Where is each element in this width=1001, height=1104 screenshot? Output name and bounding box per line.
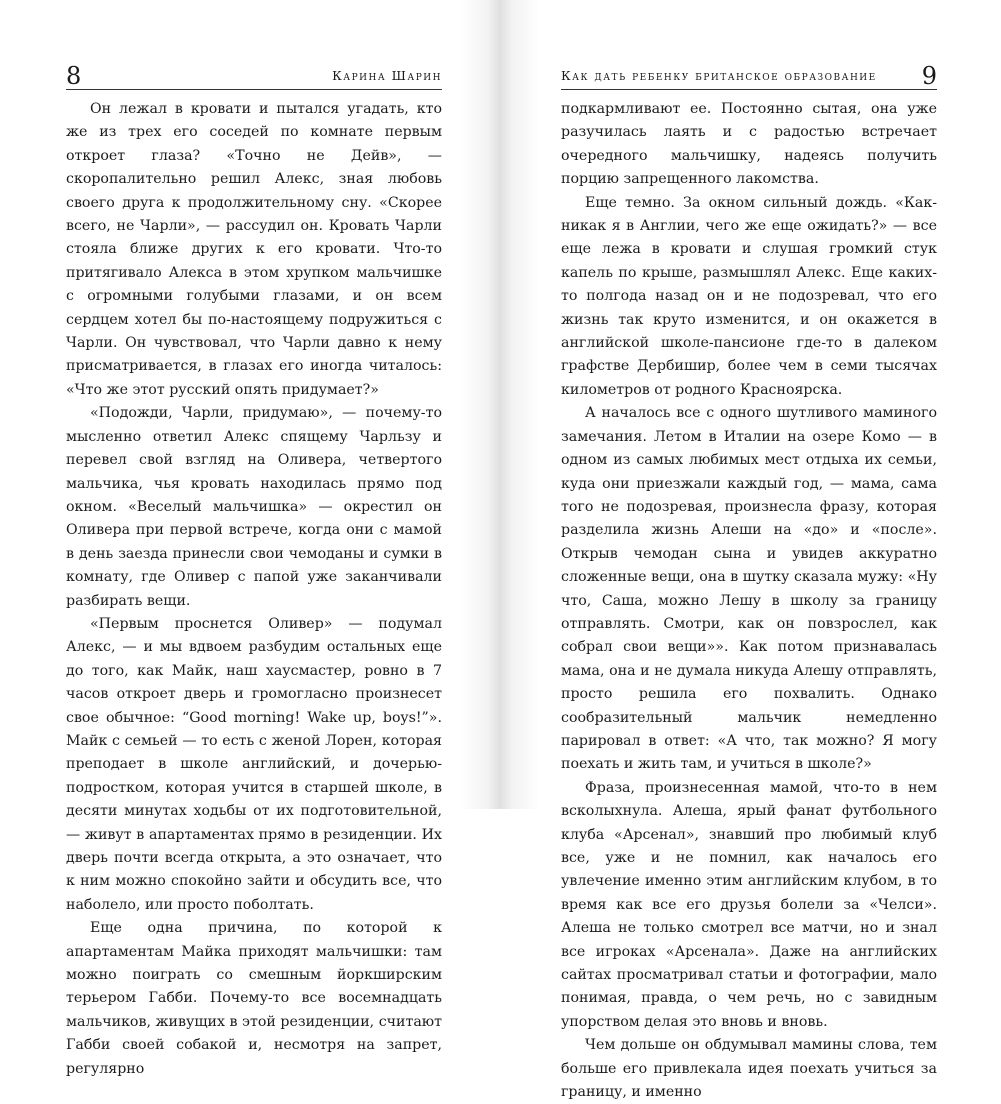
right-page <box>500 0 1001 1101</box>
gutter-shadow-right <box>500 0 540 809</box>
gutter-shadow-left <box>460 0 500 809</box>
paragraph: Чем дольше он обдумывал мамины слова, тем больше его привлекала идея поехать учиться за границу, и именно <box>561 1037 937 1101</box>
right-page-header <box>561 61 937 90</box>
paragraph: Фраза, произнесенная мамой, что-то в нем всколыхнула. Алеша, ярый фанат футбольного клуба «Арсенал», знавший про любимый клуб все, уже и не помнил, как началось его увлечение именно этим английским клубом, в то время как все его друзья болели за «Челси». Алеша не только смотрел все матчи, но и знал все игроках «Арсенала». Даже на английских сайтах просматривал статьи и фотографии, мало понимая, правда, о чем речь, но с завидным упорством делая это вновь и вновь. <box>561 779 937 1030</box>
paragraph: Еще одна причина, по которой к апартаментам Майка приходят мальчишки: там можно поиграть со смешным йоркширским терьером Габби. Почему-то все восемнадцать мальчиков, живущих в этой резиденции, считают Габби своей собакой и, несмотря на запрет, регулярно <box>66 920 442 1077</box>
right-page-text <box>561 98 937 1104</box>
running-head-author: Карина Шарин <box>332 68 442 83</box>
paragraph: «Подожди, Чарли, придумаю», — почему-то мысленно ответил Алекс спящему Чарльзу и перевел свой взгляд на Оливера, четвертого мальчика, чья кровать находилась прямо под окном. «Веселый мальчишка» — окрестил он Оливера при первой встрече, когда они с мамой в день заезда принесли свои чемоданы и сумки в комнату, где Оливер с папой уже заканчивали разбирать вещи. <box>66 405 442 609</box>
page-number-right: 9 <box>921 62 937 90</box>
running-head-title: Как дать ребенку британское образование <box>561 68 877 83</box>
paragraph-continued: подкармливают ее. Постоянно сытая, она уже разучилась лаять и с радостью встречает очередного мальчишку, надеясь получить порцию запрещенного лакомства. <box>561 101 937 188</box>
page-number-left: 8 <box>66 62 82 90</box>
paragraph: Он лежал в кровати и пытался угадать, кто же из трех его соседей по комнате первым откроет глаза? «Точно не Дейв», — скоропалительно решил Алекс, зная любовь своего друга к продолжительному сну. «Скорее всего, не Чарли», — рассудил он. Кровать Чарли стояла ближе других к его кровати. Что-то притягивало Алекса в этом хрупком мальчишке с огромными голубыми глазами, и он всем сердцем хотел бы по-настоящему подружиться с Чарли. Он чувствовал, что Чарли давно к нему присматривается, в глазах его иногда читалось: «Что же этот русский опять придумает?» <box>66 101 442 398</box>
paragraph: «Первым проснется Оливер» — подумал Алекс, — и мы вдвоем разбудим остальных еще до того, как Майк, наш хаусмастер, ровно в 7 часов откроет дверь и громогласно произнесет свое обычное: “Good morning! Wake up, boys!”». Майк с семьей — то есть с женой Лорен, которая преподает в школе английский, и дочерью-подростком, которая учится в старшей школе, в десяти минутах ходьбы от их подготовительной, — живут в апартаментах прямо в резиденции. Их дверь почти всегда открыта, а это означает, что к ним можно спокойно зайти и обсудить все, что наболело, или просто поболтать. <box>66 615 442 913</box>
paragraph: Еще темно. За окном сильный дождь. «Как-никак я в Англии, чего же еще ожидать?» — все еще лежа в кровати и слушая громкий стук капель по крыше, размышлял Алекс. Еще каких-то полгода назад он и не подозревал, что его жизнь так круто изменится, и он окажется в английской школе-пансионе где-то в далеком графстве Дербишир, более чем в семи тысячах километров от родного Красноярска. <box>561 194 937 398</box>
paragraph: А началось все с одного шутливого маминого замечания. Летом в Италии на озере Комо — в одном из самых любимых мест отдыха их семьи, куда они приезжали каждый год, — мама, сама того не подозревая, произнесла фразу, которая разделила жизнь Алеши на «до» и «после». Открыв чемодан сына и увидев аккуратно сложенные вещи, она в шутку сказала мужу: «Ну что, Саша, можно Лешу в школу за границу отправлять. Смотри, как он повзрослел, как собрал свои вещи»». Как потом признавалась мама, она и не думала никуда Алешу отправлять, просто решила его похвалить. Однако сообразительный мальчик немедленно парировал в ответ: «А что, так можно? Я могу поехать и жить там, и учиться в школе?» <box>561 405 937 773</box>
left-page-text <box>66 98 442 1081</box>
left-page-header <box>66 61 442 90</box>
left-page <box>0 0 500 1077</box>
